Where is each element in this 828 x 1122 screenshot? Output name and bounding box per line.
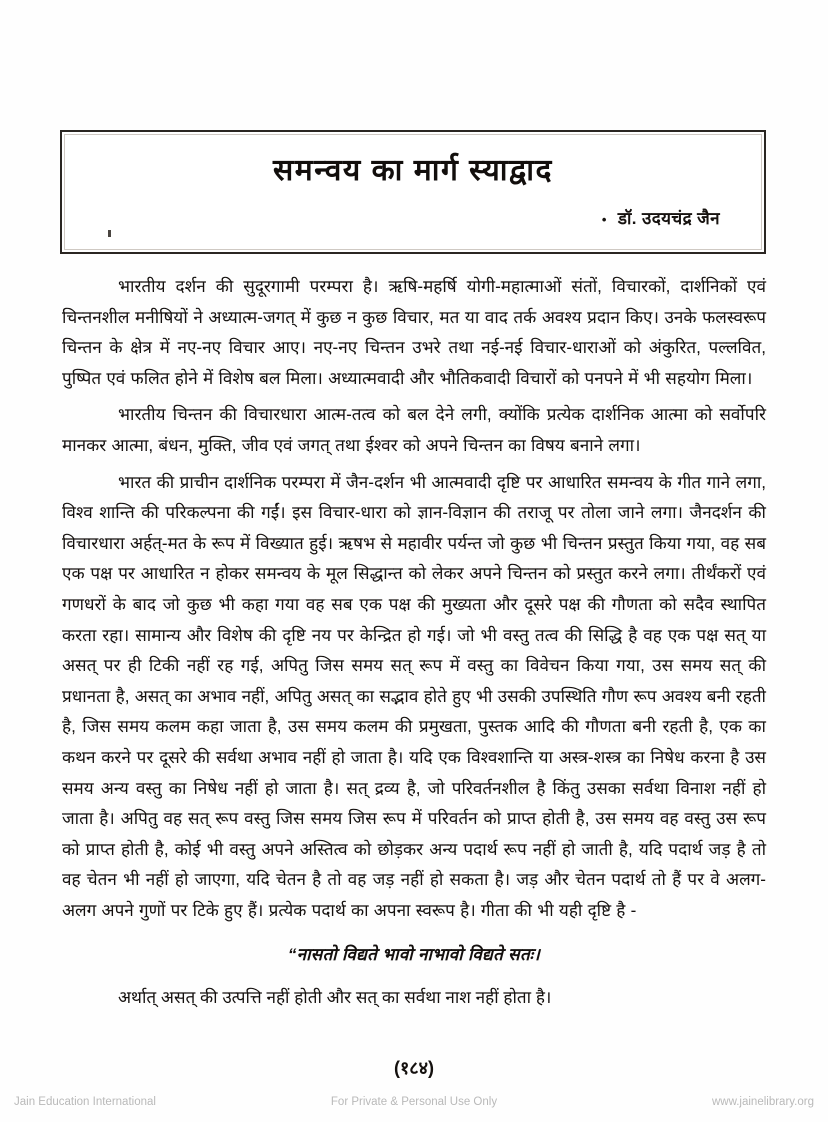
author-name: डॉ. उदयचंद्र जैन [617, 209, 720, 228]
article-body [62, 272, 766, 1013]
sanskrit-verse-quote: “नासतो विद्यते भावो नाभावो विद्यते सतः। [287, 945, 541, 965]
page-number: (१८४) [393, 1058, 435, 1078]
footer-organization: Jain Education International [14, 1096, 156, 1108]
footer-usage-notice: For Private & Personal Use Only [330, 1096, 498, 1108]
footer-website[interactable]: www.jainelibrary.org [711, 1096, 814, 1108]
scan-artifact-speck [108, 230, 111, 237]
page-title: समन्वय का मार्ग स्याद्वाद [273, 154, 553, 187]
paragraph-2: भारतीय चिन्तन की विचारधारा आत्म-तत्व को बल देने लगी, क्योंकि प्रत्येक दार्शनिक आत्मा को सर्वोपरि मानकर आत्मा, बंधन, मुक्ति, जीव एवं जगत् तथा ईश्वर को अपने चिन्तन का विषय बनाने लगा। [62, 405, 766, 455]
author-byline [602, 206, 720, 229]
paragraph-1: भारतीय दर्शन की सुदूरगामी परम्परा है। ऋषि-महर्षि योगी-महात्माओं संतों, विचारकों, दार्शनिकों एवं चिन्तनशील मनीषियों ने अध्यात्म-जगत् में कुछ न कुछ विचार, मत या वाद तर्क अवश्य प्रदान किए। उनके फलस्वरूप चिन्तन के क्षेत्र में नए-नए विचार आए। नए-नए चिन्तन उभरे तथा नई-नई विचार-धाराओं को अंकुरित, पल्लवित, पुष्पित एवं फलित होने में विशेष बल मिला। अध्यात्मवादी और भौतिकवादी विचारों को पनपने में भी सहयोग मिला। [62, 277, 766, 388]
bullet-icon: • [601, 212, 607, 228]
closing-translation-line: अर्थात् असत् की उत्पत्ति नहीं होती और सत् का सर्वथा नाश नहीं होता है। [118, 988, 552, 1008]
title-header-box [60, 130, 766, 254]
paragraph-3: भारत की प्राचीन दार्शनिक परम्परा में जैन-दर्शन भी आत्मवादी दृष्टि पर आधारित समन्वय के गीत गाने लगा, विश्व शान्ति की परिकल्पना की गईं। इस विचार-धारा को ज्ञान-विज्ञान की तराजू पर तोला जाने लगा। जैनदर्शन की विचारधारा अर्हत्-मत के रूप में विख्यात हुई। ऋषभ से महावीर पर्यन्त जो कुछ भी चिन्तन प्रस्तुत किया गया, वह सब एक पक्ष पर आधारित न होकर समन्वय के मूल सिद्धान्त को लेकर अपने चिन्तन को प्रस्तुत करने लगा। तीर्थंकरों एवं गणधरों के बाद जो कुछ भी कहा गया वह सब एक पक्ष की मुख्यता और दूसरे पक्ष की गौणता को सदैव स्थापित करता रहा। सामान्य और विशेष की दृष्टि नय पर केन्द्रित हो गई। जो भी वस्तु तत्व की सिद्धि है वह एक पक्ष सत् या असत् पर ही टिकी नहीं रह गई, अपितु जिस समय सत् रूप में वस्तु का विवेचन किया गया, उस समय सत् की प्रधानता है, असत् का अभाव नहीं, अपितु असत् का सद्भाव होते हुए भी उसकी उपस्थिति गौण रूप अवश्य बनी रहती है, जिस समय कलम कहा जाता है, उस समय कलम की प्रमुखता, पुस्तक आदि की गौणता बनी रहती है, एक का कथन करने पर दूसरे की सर्वथा अभाव नहीं हो जाता है। यदि एक विश्वशान्ति या अस्त्र-शस्त्र का निषेध करना है उस समय अन्य वस्तु का निषेध नहीं हो जाता है। सत् द्रव्य है, जो परिवर्तनशील है किंतु उसका सर्वथा विनाश नहीं हो जाता है। अपितु वह सत् रूप वस्तु जिस समय जिस रूप में परिवर्तन को प्राप्त होती है, उस समय वह वस्तु उस रूप को प्राप्त होती है, कोई भी वस्तु अपने अस्तित्व को छोड़कर अन्य पदार्थ रूप नहीं हो जाती है, यदि पदार्थ जड़ है तो वह चेतन भी नहीं हो जाएगा, यदि चेतन है तो वह जड़ नहीं हो सकता है। जड़ और चेतन पदार्थ तो हैं पर वे अलग-अलग अपने गुणों पर टिके हुए हैं। प्रत्येक पदार्थ का अपना स्वरूप है। गीता की भी यही दृष्टि है - [62, 472, 766, 920]
page-footer [0, 1092, 828, 1112]
